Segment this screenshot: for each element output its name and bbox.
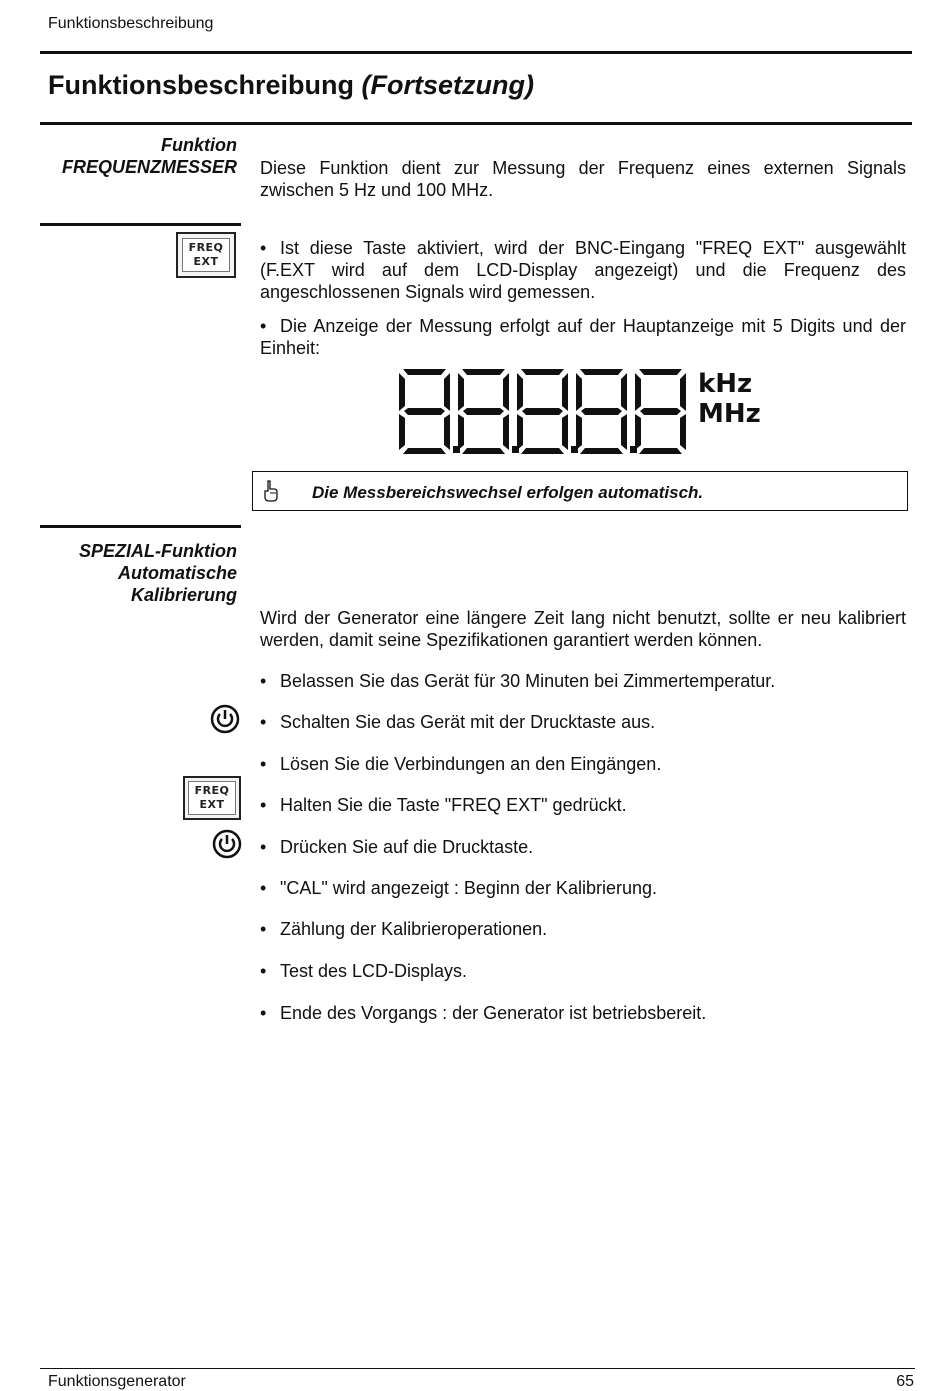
bullet-text: Die Anzeige der Messung erfolgt auf der Hauptanzeige mit 5 Digits und der Einheit: — [260, 316, 906, 358]
unit-khz-label: kHz — [698, 369, 753, 399]
bullet-dot: • — [260, 795, 267, 815]
step-item — [260, 836, 906, 858]
note-text: Die Messbereichswechsel erfolgen automatisch. — [312, 483, 704, 502]
note-box — [252, 471, 908, 511]
page-title-suffix: (Fortsetzung) — [361, 70, 535, 100]
step-item — [260, 1002, 906, 1024]
page-title-main: Funktionsbeschreibung — [48, 70, 355, 100]
frequenzmesser-intro: Diese Funktion dient zur Messung der Frequenz eines externen Signals zwischen 5 Hz und 100 MHz. — [260, 158, 906, 200]
bullet-dot: • — [260, 961, 267, 981]
unit-mhz-label: MHz — [698, 399, 761, 429]
bullet-text: Ist diese Taste aktiviert, wird der BNC-Eingang "FREQ EXT" ausgewählt (F.EXT wird auf dem LCD-Display angezeigt) und die Frequenz des angeschlossenen Signals wird gemessen. — [260, 238, 906, 302]
kalibrierung-intro: Wird der Generator eine längere Zeit lang nicht benutzt, sollte er neu kalibriert werden, damit seine Spezifikationen garantiert werden können. — [260, 608, 906, 650]
step-text: Lösen Sie die Verbindungen an den Eingängen. — [280, 754, 662, 774]
section-label-line: Kalibrierung — [130, 585, 237, 605]
freq-ext-key-icon — [183, 776, 241, 820]
section-divider — [40, 525, 241, 528]
page-title — [48, 70, 534, 101]
step-text: Zählung der Kalibrieroperationen. — [280, 919, 548, 939]
key-label-line: FREQ — [188, 241, 224, 254]
footer-title: Funktionsgenerator — [48, 1373, 186, 1390]
bullet-dot: • — [260, 316, 267, 336]
section-label-line: SPEZIAL-Funktion — [79, 541, 237, 561]
running-head: Funktionsbeschreibung — [48, 15, 214, 32]
section-label-kalibrierung — [40, 540, 237, 606]
title-rule — [40, 122, 912, 125]
bullet-item — [260, 315, 906, 359]
bullet-dot: • — [260, 919, 267, 939]
key-label-line: FREQ — [194, 784, 230, 797]
power-button-icon — [212, 829, 242, 859]
bullet-dot: • — [260, 754, 267, 774]
power-button-icon — [210, 704, 240, 734]
step-item — [260, 753, 906, 775]
step-item — [260, 711, 906, 733]
section-label-line: Automatische — [117, 563, 237, 583]
step-item — [260, 794, 906, 816]
bullet-dot: • — [260, 671, 267, 691]
bullet-dot: • — [260, 712, 267, 732]
step-item — [260, 918, 906, 940]
step-text: Drücken Sie auf die Drucktaste. — [280, 837, 534, 857]
bullet-item — [260, 237, 906, 303]
bullet-dot: • — [260, 837, 267, 857]
step-item — [260, 960, 906, 982]
bullet-dot: • — [260, 238, 267, 258]
lcd-digits-graphic — [398, 366, 688, 458]
step-text: "CAL" wird angezeigt : Beginn der Kalibrierung. — [280, 878, 657, 898]
step-item — [260, 670, 906, 692]
step-item — [260, 877, 906, 899]
bullet-dot: • — [260, 878, 267, 898]
step-text: Test des LCD-Displays. — [280, 961, 468, 981]
key-label-line: EXT — [199, 798, 225, 811]
page-number: 65 — [896, 1373, 914, 1390]
step-text: Schalten Sie das Gerät mit der Drucktaste aus. — [280, 712, 656, 732]
step-text: Ende des Vorgangs : der Generator ist betriebsbereit. — [280, 1003, 707, 1023]
section-label-line: FREQUENZMESSER — [61, 157, 237, 177]
header-rule — [40, 51, 912, 54]
step-text: Belassen Sie das Gerät für 30 Minuten bei Zimmertemperatur. — [280, 671, 776, 691]
section-label-line: Funktion — [161, 135, 237, 155]
section-divider — [40, 223, 241, 226]
step-text: Halten Sie die Taste "FREQ EXT" gedrückt. — [280, 795, 627, 815]
bullet-dot: • — [260, 1003, 267, 1023]
section-label-frequenzmesser — [40, 134, 237, 178]
freq-ext-key-icon — [176, 232, 236, 278]
footer-rule — [40, 1368, 915, 1369]
pointing-hand-icon — [261, 480, 279, 502]
key-label-line: EXT — [193, 255, 219, 268]
